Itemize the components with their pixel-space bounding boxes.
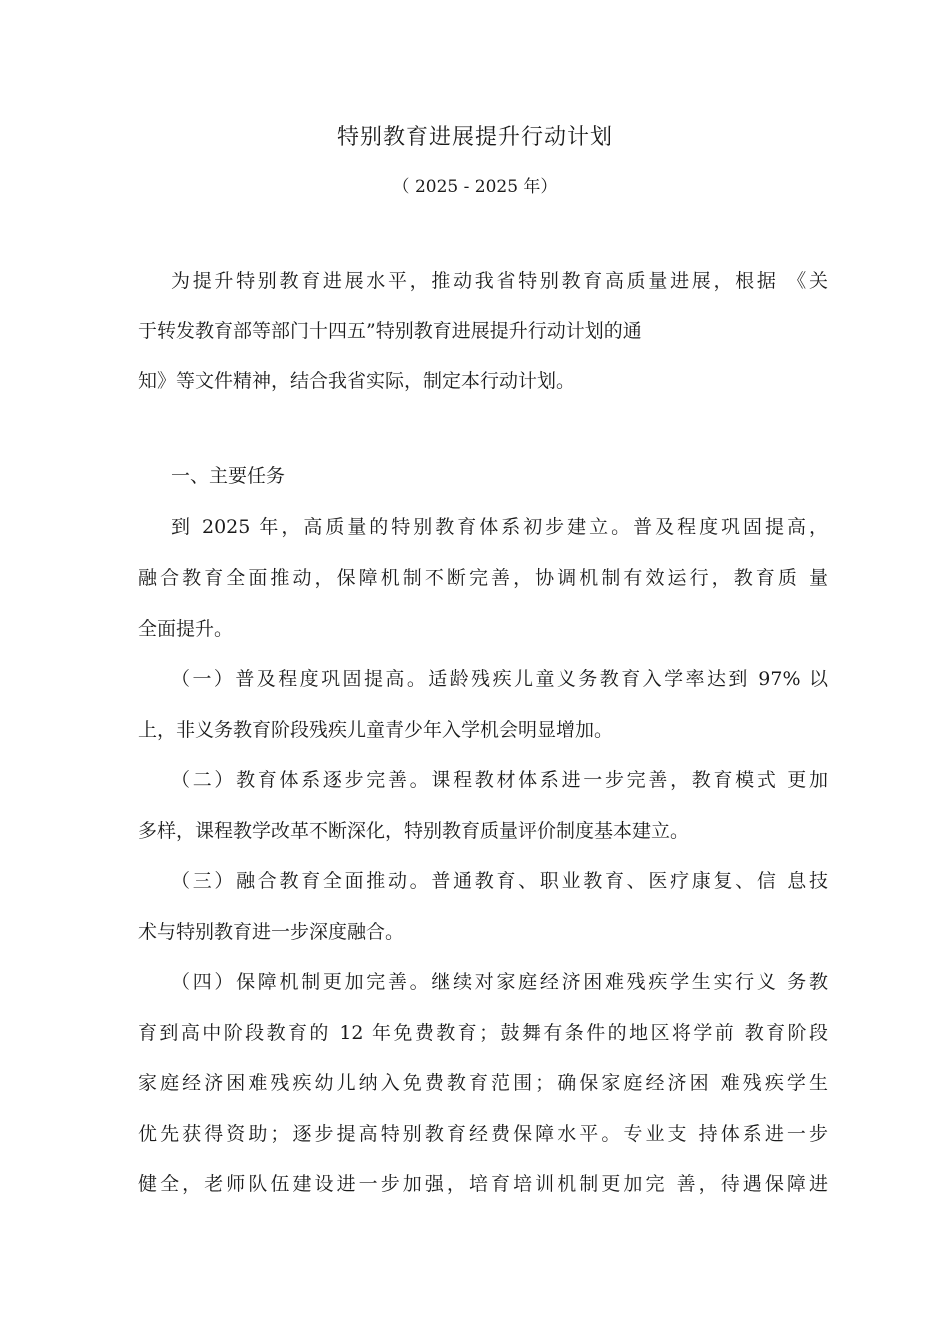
item2-line-1: （二）教育体系逐步完善。课程教材体系进一步完善，教育模式 更加 — [171, 769, 828, 791]
item2-line-2: 多样，课程教学改革不断深化，特别教育质量评价制度基本建立。 — [138, 820, 690, 842]
document-subtitle: （ 2025 - 2025 年） — [392, 177, 558, 197]
section1-line-3: 全面提升。 — [138, 618, 234, 640]
document-title: 特别教育进展提升行动计划 — [336, 125, 613, 150]
item1-line-1: （一）普及程度巩固提高。适龄残疾儿童义务教育入学率达到 97% 以 — [171, 668, 828, 690]
intro-line-2: 于转发教育部等部门十四五”特别教育进展提升行动计划的通 — [138, 320, 642, 342]
item4-line-3: 家庭经济困难残疾幼儿纳入免费教育范围；确保家庭经济困 难残疾学生 — [138, 1072, 828, 1094]
item1-line-2: 上，非义务教育阶段残疾儿童青少年入学机会明显增加。 — [138, 719, 614, 741]
item4-line-1: （四）保障机制更加完善。继续对家庭经济困难残疾学生实行义 务教 — [171, 971, 828, 993]
item4-line-2: 育到高中阶段教育的 12 年免费教育；鼓舞有条件的地区将学前 教育阶段 — [138, 1022, 828, 1044]
intro-line-3: 知》等文件精神，结合我省实际，制定本行动计划。 — [138, 370, 576, 392]
section1-line-2: 融合教育全面推动，保障机制不断完善，协调机制有效运行，教育质 量 — [138, 567, 828, 589]
item4-line-4: 优先获得资助；逐步提高特别教育经费保障水平。专业支 持体系进一步 — [138, 1123, 828, 1145]
item3-line-2: 术与特别教育进一步深度融合。 — [138, 921, 405, 943]
section1-line-1: 到 2025 年，高质量的特别教育体系初步建立。普及程度巩固提高， — [171, 516, 828, 538]
section-heading: 一、主要任务 — [171, 465, 286, 487]
item4-line-5: 健全，老师队伍建设进一步加强，培育培训机制更加完 善，待遇保障进 — [138, 1173, 828, 1195]
item3-line-1: （三）融合教育全面推动。普通教育、职业教育、医疗康复、信 息技 — [171, 870, 828, 892]
intro-line-1: 为提升特别教育进展水平，推动我省特别教育高质量进展，根据 《关 — [171, 270, 828, 292]
